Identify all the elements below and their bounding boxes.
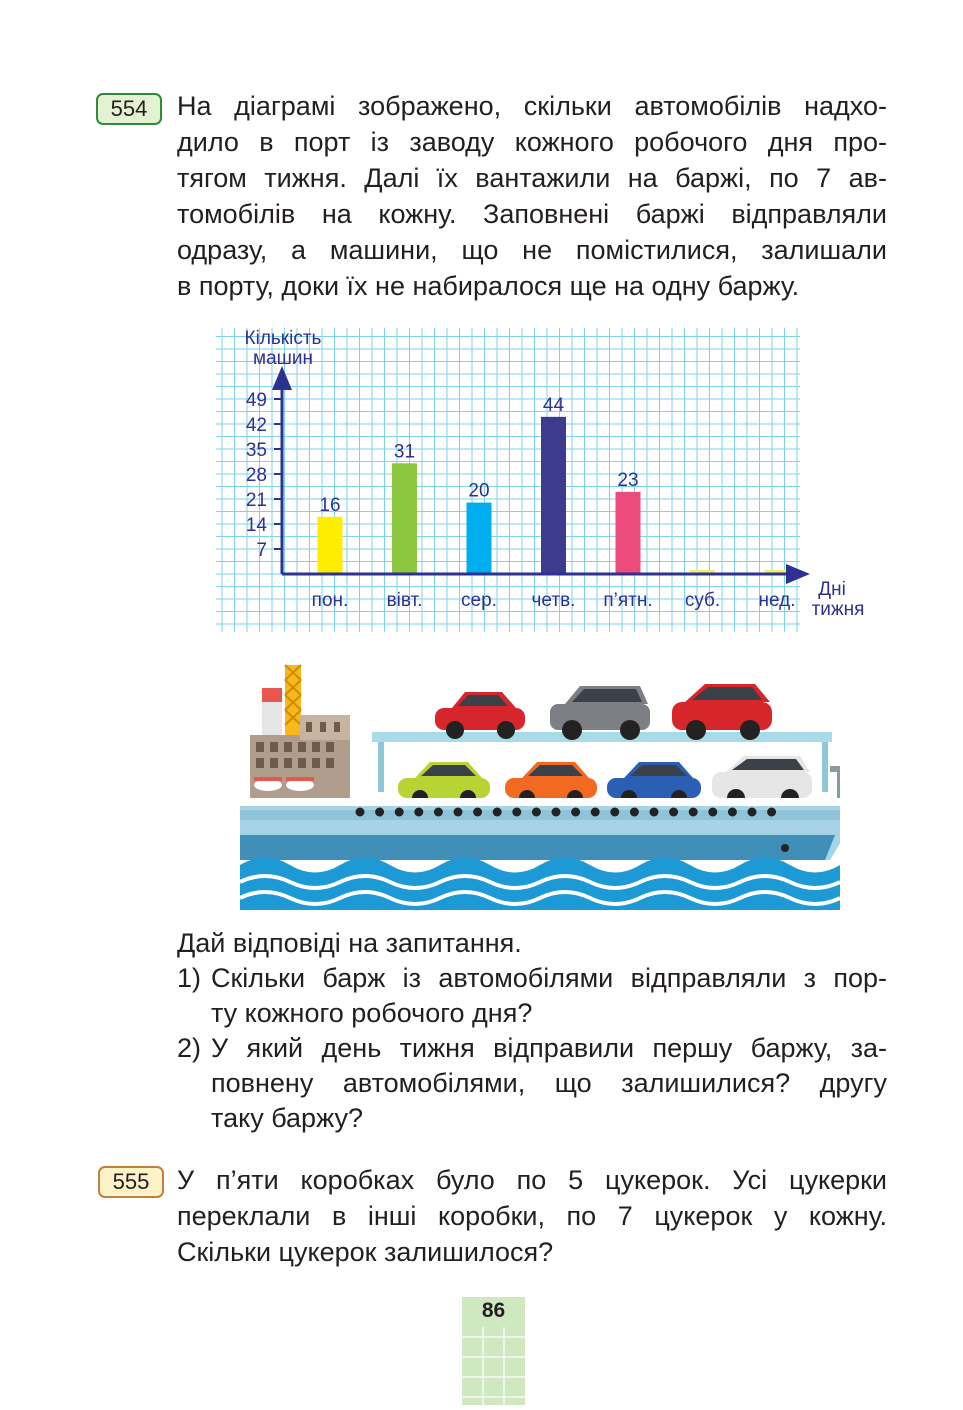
page-footer <box>462 1297 525 1405</box>
text-line: переклали в інші коробки, по 7 цукерок у кожну. <box>177 1201 887 1231</box>
value-label: 31 <box>393 441 416 463</box>
car-icon <box>672 684 772 740</box>
porthole <box>493 808 502 817</box>
text-line: тягом тижня. Далі їх вантажили на баржі, по 7 ав- <box>177 163 887 193</box>
value-label: 20 <box>468 480 490 502</box>
cars-per-day-chart <box>0 320 963 640</box>
task-number-554: 554 <box>96 93 162 125</box>
chart-grid <box>216 328 800 632</box>
value-label: 23 <box>617 469 639 491</box>
bow-post-icon <box>830 766 840 798</box>
text-line: одразу, а машини, що не помістилися, залишали <box>177 235 887 265</box>
questions-block <box>177 926 887 1136</box>
porthole <box>356 808 365 817</box>
bar <box>616 492 641 574</box>
porthole <box>434 808 443 817</box>
text-line: томобілів на кожну. Заповнені баржі відправляли <box>177 199 887 229</box>
question-number: 2) <box>177 1033 202 1063</box>
porthole <box>669 808 678 817</box>
bar <box>392 463 417 574</box>
question-2 <box>177 1031 887 1136</box>
question-number: 1) <box>177 963 202 993</box>
category-label: п’ятн. <box>603 590 653 611</box>
porthole <box>591 808 600 817</box>
category-label: суб. <box>684 590 721 611</box>
x-axis-label-line2: тижня <box>811 599 865 620</box>
chart-bars <box>318 417 790 574</box>
porthole <box>571 808 580 817</box>
cargo-ship-illustration <box>240 660 840 910</box>
y-tick-label: 42 <box>245 415 267 436</box>
text-line: У п’яти коробках було по 5 цукерок. Усі цукерки <box>177 1165 887 1195</box>
value-label: 16 <box>319 494 341 516</box>
porthole <box>414 808 423 817</box>
porthole <box>630 808 639 817</box>
porthole <box>708 808 717 817</box>
y-axis-label-line2: машин <box>253 348 313 369</box>
text-line: таку баржу? <box>211 1103 363 1133</box>
task-number-555: 555 <box>98 1166 164 1198</box>
porthole <box>689 808 698 817</box>
y-tick-label: 21 <box>245 490 267 511</box>
porthole <box>375 808 384 817</box>
page-number: 86 <box>481 1299 506 1322</box>
porthole <box>512 808 521 817</box>
text-line: Скільки цукерок залишилося? <box>177 1237 554 1267</box>
porthole <box>552 808 561 817</box>
crane-icon <box>285 665 301 735</box>
car-icon <box>435 692 525 739</box>
y-tick-label: 49 <box>245 390 267 411</box>
bar <box>467 503 492 574</box>
porthole <box>748 808 757 817</box>
porthole <box>395 808 404 817</box>
y-axis-arrow <box>272 366 292 390</box>
porthole <box>610 808 619 817</box>
questions-lead: Дай відповіді на запитання. <box>177 928 522 958</box>
text-line: повнену автомобілями, що залишилися? другу <box>211 1068 887 1098</box>
category-label: сер. <box>461 590 497 611</box>
text-line: Скільки барж із автомобілями відправляли з пор- <box>211 963 887 993</box>
x-axis-label-line1: Дні <box>818 579 846 600</box>
chart-tick-labels <box>246 390 282 561</box>
category-label: нед. <box>758 590 796 611</box>
car-icon <box>550 686 650 740</box>
y-tick-label: 7 <box>256 540 267 561</box>
porthole <box>767 808 776 817</box>
y-tick-label: 35 <box>245 440 267 461</box>
text-line: На діаграмі зображено, скільки автомобілів надхо- <box>177 91 887 121</box>
y-axis-label-line1: Кількість <box>244 328 322 349</box>
category-label: пон. <box>311 590 349 611</box>
bar <box>318 517 343 574</box>
text-line: У який день тижня відправили першу баржу, за- <box>211 1033 887 1063</box>
porthole <box>454 808 463 817</box>
anchor-icon <box>781 844 789 852</box>
question-1 <box>177 961 887 1031</box>
bar <box>541 417 566 574</box>
chart-value-labels <box>319 395 638 516</box>
text-line: ту кожного робочого дня? <box>211 998 533 1028</box>
porthole <box>473 808 482 817</box>
porthole <box>532 808 541 817</box>
text-line: дило в порт із заводу кожного робочого дня про- <box>177 127 887 157</box>
y-tick-label: 28 <box>245 465 267 486</box>
text-line: в порту, доки їх не набиралося ще на одну баржу. <box>177 271 800 301</box>
task-555-text <box>177 1162 887 1270</box>
y-tick-label: 14 <box>245 515 267 536</box>
porthole <box>728 808 737 817</box>
task-554-text <box>177 88 887 304</box>
upper-deck <box>372 732 832 742</box>
porthole <box>650 808 659 817</box>
value-label: 44 <box>542 394 565 416</box>
category-label: вівт. <box>386 590 423 611</box>
x-axis-arrow <box>786 564 810 584</box>
category-label: четв. <box>531 590 576 611</box>
